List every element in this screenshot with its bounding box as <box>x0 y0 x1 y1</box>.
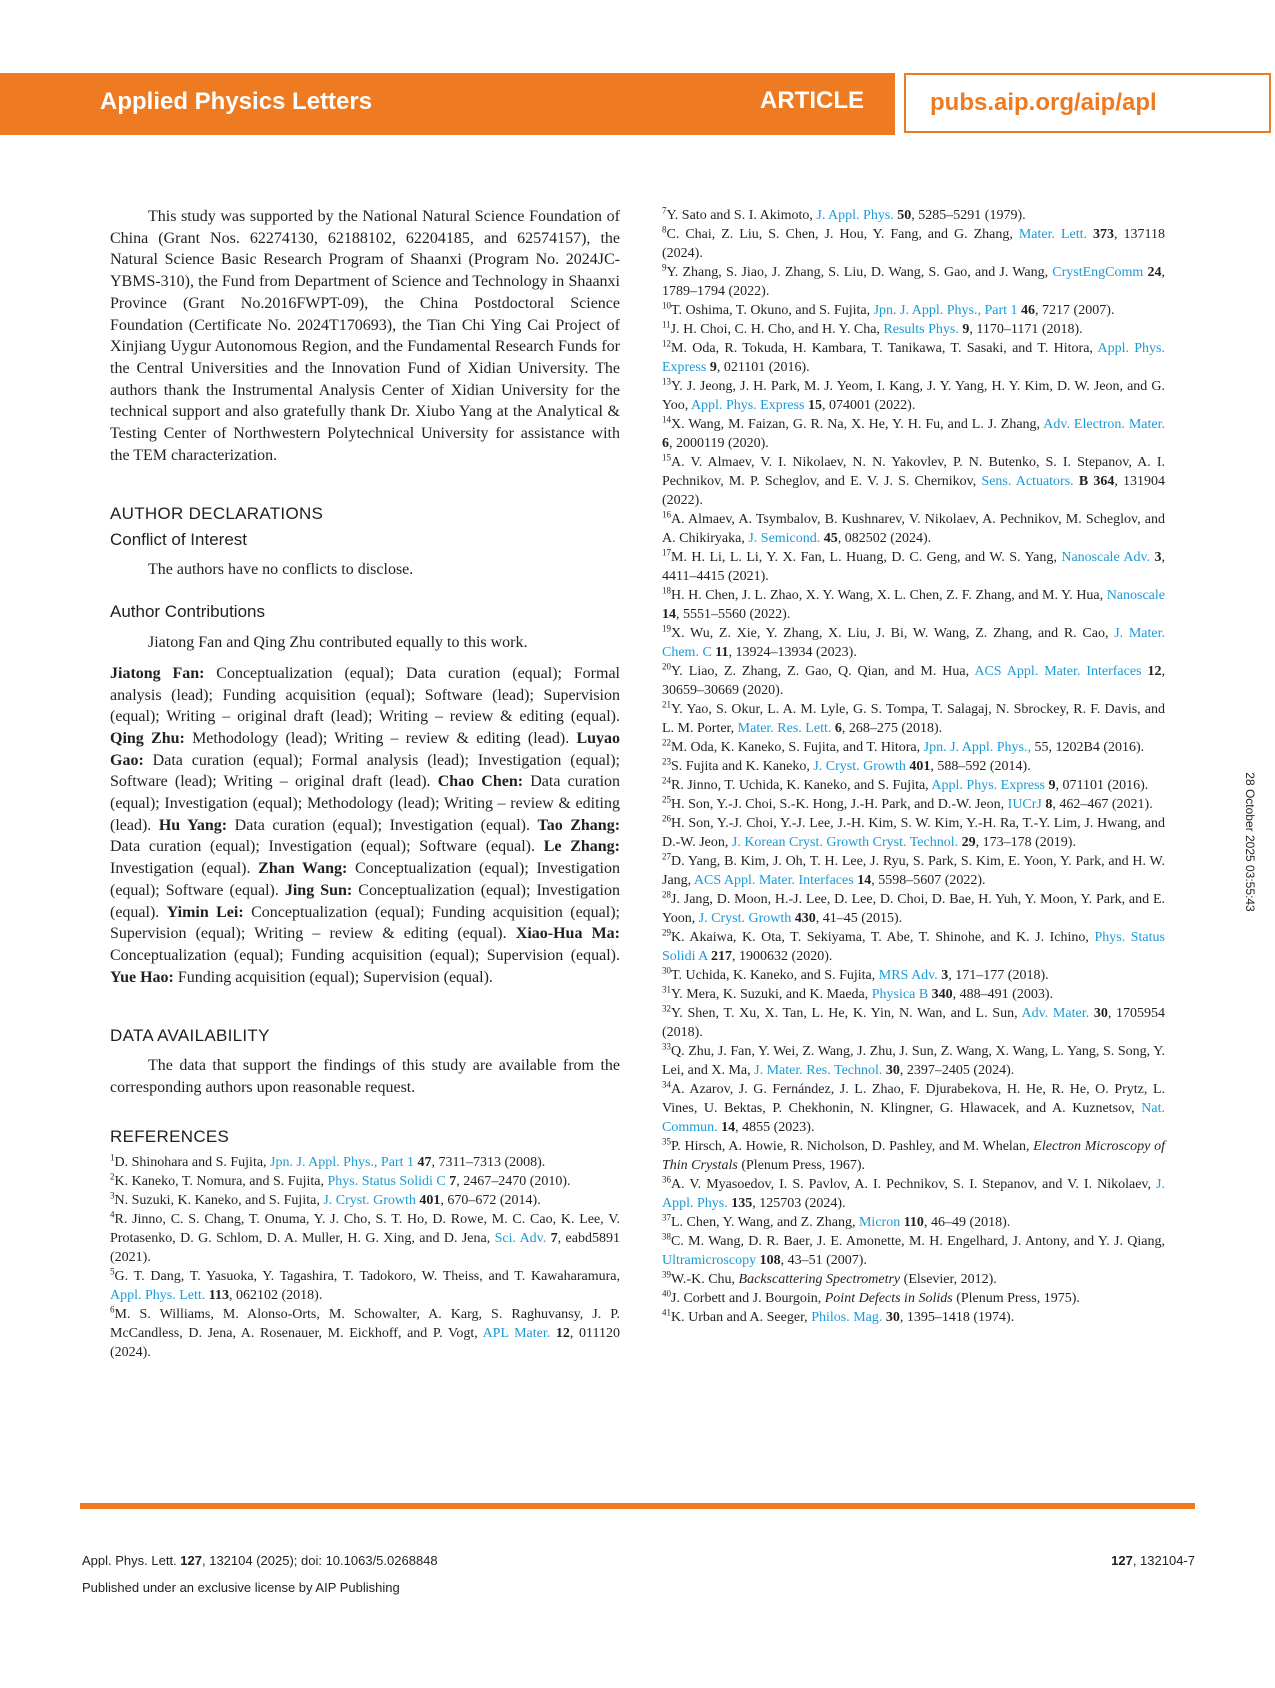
reference-number: 38 <box>662 1231 671 1242</box>
reference-volume: 3 <box>1154 550 1162 565</box>
reference-pages-year: 55, 1202B4 (2016). <box>1030 740 1145 755</box>
reference-journal-link[interactable]: Nat. Commun. <box>662 1101 1165 1135</box>
reference-volume: 108 <box>759 1253 781 1268</box>
contributor-roles: Data curation (equal); Formal analysis (lead); Investigation (equal); Software (lead); Writing – original draft (lead). <box>110 751 621 791</box>
reference-volume: 47 <box>417 1154 432 1170</box>
reference-item <box>110 1210 620 1267</box>
contributor-roles: Conceptualization (equal); Investigation (equal); Software (equal). <box>110 860 621 899</box>
reference-volume: 24 <box>1147 265 1162 280</box>
reference-journal-link[interactable]: IUCrJ <box>1007 797 1042 812</box>
reference-journal-link[interactable]: Appl. Phys. Express <box>690 398 805 413</box>
reference-authors: H. H. Chen, J. L. Zhao, X. Y. Wang, X. L. Chen, Z. F. Zhang, and M. Y. Hua, <box>671 588 1107 603</box>
reference-item <box>662 510 1165 548</box>
reference-volume: 45 <box>823 531 838 546</box>
reference-authors: R. Jinno, C. S. Chang, T. Onuma, Y. J. Cho, S. T. Ho, D. Rowe, M. C. Cao, K. Lee, V. Protasenko, D. G. Schlom, D. A. Muller, H. G. Xing, and D. Jena, <box>110 1211 620 1246</box>
reference-volume: 401 <box>419 1192 441 1208</box>
reference-pages-year: , 588–592 (2014). <box>930 759 1031 774</box>
reference-item <box>662 757 1165 776</box>
reference-number: 34 <box>662 1079 671 1090</box>
contributor-roles: Investigation (equal). <box>110 860 251 878</box>
reference-number: 31 <box>662 984 671 995</box>
reference-journal-link[interactable]: Sci. Adv. <box>494 1230 547 1246</box>
contributor-name: Yimin Lei: <box>166 903 244 921</box>
reference-authors: Y. Sato and S. I. Akimoto, <box>666 208 817 223</box>
references-list-left <box>110 1153 620 1362</box>
reference-pages-year: , 1705954 (2018). <box>662 1006 1166 1040</box>
contributor-roles: Methodology (lead); Writing – review & editing (lead). <box>192 729 570 747</box>
contributor-roles: Funding acquisition (equal); Supervision (equal). <box>177 968 493 986</box>
reference-item <box>662 966 1165 985</box>
reference-journal-link[interactable]: CrystEngComm <box>1052 265 1144 280</box>
reference-pages-year: (Elsevier, 2012). <box>900 1272 997 1287</box>
reference-journal-link[interactable]: Mater. Res. Lett. <box>737 721 832 736</box>
reference-pages-year: (Plenum Press, 1967). <box>737 1158 866 1173</box>
reference-authors: M. Oda, R. Tokuda, H. Kambara, T. Tanikawa, T. Sasaki, and T. Hitora, <box>671 341 1098 356</box>
reference-item <box>110 1153 620 1172</box>
contributor-name: Zhan Wang: <box>258 860 348 878</box>
reference-pages-year: , 2467–2470 (2010). <box>456 1173 571 1189</box>
reference-journal-link[interactable]: J. Cryst. Growth <box>323 1192 416 1208</box>
reference-item <box>662 1042 1165 1080</box>
reference-pages-year: , 7311–7313 (2008). <box>431 1154 546 1170</box>
reference-authors: G. T. Dang, T. Yasuoka, Y. Tagashira, T. Tadokoro, W. Theiss, and T. Kawaharamura, <box>114 1268 620 1284</box>
reference-volume: 14 <box>721 1120 736 1135</box>
reference-number: 1 <box>110 1152 115 1163</box>
reference-journal-link[interactable]: J. Korean Cryst. Growth Cryst. Technol. <box>731 835 959 850</box>
contributor-name: Qing Zhu: <box>110 729 185 747</box>
reference-authors: T. Uchida, K. Kaneko, and S. Fujita, <box>671 968 879 983</box>
acknowledgment-paragraph: This study was supported by the National Natural Science Foundation of China (Grant Nos. 62274130, 62188102, 62204185, and 62574157), the Natural Science Basic Research Program of Shaanxi (Program No. 2024JC-YBMS-310), the Fund from Department of Science and Technology in Shaanxi Province (Grant No.2016FWPT-09), the China Postdoctoral Science Foundation (Certificate No. 2024T170693), the Tian Chi Ying Cai Project of Xinjiang Uygur Autonomous Region, and the Fundamental Research Funds for the Central Universities and the Innovation Fund of Xidian University. The authors thank the Instrumental Analysis Center of Xidian University for the technical support and also gratefully thank Dr. Xiubo Yang at the Analytical & Testing Center of Northwestern Polytechnical University for assistance with the TEM characterization. <box>110 208 620 464</box>
reference-item <box>662 776 1165 795</box>
reference-volume: 30 <box>1093 1006 1108 1021</box>
reference-journal-link[interactable]: Micron <box>858 1215 901 1230</box>
contributor-roles: Conceptualization (equal); Funding acquisition (equal); Supervision (equal). <box>110 946 620 964</box>
reference-item <box>662 1175 1165 1213</box>
reference-pages-year: , 1900632 (2020). <box>732 949 833 964</box>
reference-number: 4 <box>110 1209 115 1220</box>
reference-volume: 15 <box>808 398 822 413</box>
reference-authors: H. Son, Y.-J. Choi, S.-K. Hong, J.-H. Park, and D.-W. Jeon, <box>671 797 1008 812</box>
contributor-name: Luyao Gao: <box>110 729 621 769</box>
reference-number: 29 <box>662 927 671 938</box>
reference-authors: Y. J. Jeong, J. H. Park, M. J. Yeom, I. Kang, J. Y. Yang, H. Y. Kim, D. W. Jeon, and G. Yoo, <box>662 379 1165 413</box>
reference-pages-year: , 670–672 (2014). <box>440 1192 541 1208</box>
reference-volume: 7 <box>550 1230 558 1246</box>
reference-volume: 14 <box>857 873 872 888</box>
reference-authors: P. Hirsch, A. Howie, R. Nicholson, D. Pashley, and M. Whelan, <box>671 1139 1034 1154</box>
journal-url-box[interactable] <box>904 73 1271 133</box>
reference-volume: 12 <box>555 1325 570 1341</box>
reference-journal-link[interactable]: Results Phys. <box>883 322 959 337</box>
reference-journal-link[interactable]: MRS Adv. <box>878 968 938 983</box>
reference-volume: 6 <box>834 721 842 736</box>
reference-authors: K. Akaiwa, K. Ota, T. Sekiyama, T. Abe, T. Shinohe, and K. J. Ichino, <box>671 930 1095 945</box>
reference-journal-link[interactable]: J. Mater. Chem. C <box>662 626 1165 660</box>
reference-number: 12 <box>662 338 671 349</box>
reference-volume: 29 <box>961 835 976 850</box>
reference-volume: 30 <box>885 1063 900 1078</box>
reference-volume: B 364 <box>1078 474 1115 489</box>
reference-item <box>662 814 1165 852</box>
reference-item <box>662 852 1165 890</box>
reference-number: 16 <box>662 509 671 520</box>
reference-pages-year: , 2397–2405 (2024). <box>899 1063 1015 1078</box>
reference-authors: X. Wang, M. Faizan, G. R. Na, X. He, Y. H. Fu, and L. J. Zhang, <box>671 417 1044 432</box>
reference-journal-link[interactable]: Nanoscale Adv. <box>1061 550 1151 565</box>
reference-journal-link[interactable]: Nanoscale <box>1106 588 1165 603</box>
footer-citation <box>82 1553 438 1568</box>
download-date-stamp: 28 October 2025 03:55:43 <box>1243 772 1257 912</box>
contributor-name: Jiatong Fan: <box>110 664 205 682</box>
contributor-name: Le Zhang: <box>543 838 620 856</box>
citation-journal: Appl. Phys. Lett. <box>82 1553 181 1568</box>
reference-item <box>662 1080 1165 1137</box>
reference-journal-link[interactable]: Jpn. J. Appl. Phys., <box>923 740 1031 755</box>
reference-volume: 340 <box>931 987 953 1002</box>
reference-item <box>662 1232 1165 1270</box>
reference-number: 17 <box>662 547 671 558</box>
reference-journal-link[interactable]: J. Mater. Res. Technol. <box>754 1063 883 1078</box>
contributor-name: Yue Hao: <box>110 968 174 986</box>
reference-authors: Y. Liao, Z. Zhang, Z. Gao, Q. Qian, and M. Hua, <box>671 664 975 679</box>
reference-pages-year: , 062102 (2018). <box>229 1287 323 1303</box>
contributor-roles: Conceptualization (equal); Investigation (equal). <box>110 881 620 921</box>
reference-pages-year: , 13924–13934 (2023). <box>728 645 857 660</box>
reference-pages-year: , 268–275 (2018). <box>841 721 943 736</box>
reference-pages-year: (Plenum Press, 1975). <box>952 1291 1080 1306</box>
reference-authors: X. Wu, Z. Xie, Y. Zhang, X. Liu, J. Bi, W. Wang, Z. Zhang, and R. Cao, <box>671 626 1115 641</box>
reference-pages-year: , 5598–5607 (2022). <box>871 873 986 888</box>
page-volume: 127 <box>1111 1553 1133 1568</box>
reference-item <box>662 263 1165 301</box>
reference-authors: Y. Yao, S. Okur, L. A. M. Lyle, G. S. Tompa, T. Salagaj, N. Sbrockey, R. F. Davis, and L. M. Porter, <box>662 702 1165 736</box>
reference-item <box>662 985 1165 1004</box>
reference-item <box>662 1213 1165 1232</box>
reference-authors: C. Chai, Z. Liu, S. Chen, J. Hou, Y. Fang, and G. Zhang, <box>666 227 1019 242</box>
reference-pages-year: , 125703 (2024). <box>752 1196 846 1211</box>
reference-authors: C. M. Wang, D. R. Baer, J. E. Amonette, M. H. Engelhard, J. Antony, and Y. J. Qiang, <box>671 1234 1165 1249</box>
reference-volume: 110 <box>903 1215 924 1230</box>
reference-pages-year: , 071101 (2016). <box>1055 778 1149 793</box>
reference-journal-link[interactable]: ACS Appl. Mater. Interfaces <box>693 873 854 888</box>
reference-number: 41 <box>662 1307 671 1318</box>
reference-number: 10 <box>662 300 671 311</box>
reference-volume: 50 <box>897 208 912 223</box>
reference-pages-year: , 7217 (2007). <box>1035 303 1115 318</box>
reference-book-title: Backscattering Spectrometry <box>738 1272 901 1287</box>
reference-number: 20 <box>662 661 671 672</box>
reference-number: 23 <box>662 756 671 767</box>
reference-number: 6 <box>110 1304 115 1315</box>
reference-authors: D. Shinohara and S. Fujita, <box>114 1154 271 1170</box>
reference-number: 19 <box>662 623 671 634</box>
reference-volume: 430 <box>794 911 816 926</box>
contributor-name: Xiao-Hua Ma: <box>515 925 621 943</box>
reference-authors: J. H. Choi, C. H. Cho, and H. Y. Cha, <box>670 322 884 337</box>
page-article-number: , 132104-7 <box>1132 1553 1195 1568</box>
left-column <box>110 206 620 1362</box>
reference-journal-link[interactable]: Adv. Mater. <box>1021 1006 1090 1021</box>
reference-volume: 9 <box>1048 778 1056 793</box>
reference-pages-year: , 082502 (2024). <box>837 531 932 546</box>
reference-journal-link[interactable]: Mater. Lett. <box>1018 227 1088 242</box>
contributor-name: Jing Sun: <box>284 881 353 899</box>
reference-volume: 14 <box>662 607 676 622</box>
reference-journal-link[interactable]: Appl. Phys. Express <box>662 341 1166 375</box>
reference-journal-link[interactable]: J. Cryst. Growth <box>813 759 906 774</box>
references-heading: REFERENCES <box>110 1126 230 1146</box>
reference-pages-year: , 5285–5291 (1979). <box>911 208 1026 223</box>
reference-pages-year: , 1395–1418 (1974). <box>899 1310 1015 1325</box>
journal-title: Applied Physics Letters <box>100 88 373 115</box>
reference-item <box>662 415 1165 453</box>
reference-number: 7 <box>662 205 667 216</box>
reference-authors: N. Suzuki, K. Kaneko, and S. Fujita, <box>114 1192 324 1208</box>
reference-authors: W.-K. Chu, <box>671 1272 739 1287</box>
reference-journal-link[interactable]: APL Mater. <box>482 1325 551 1341</box>
reference-number: 32 <box>662 1003 671 1014</box>
reference-number: 15 <box>662 452 671 463</box>
reference-number: 36 <box>662 1174 671 1185</box>
reference-item <box>662 1004 1165 1042</box>
contributor-roles: Conceptualization (equal); Funding acquisition (equal); Supervision (equal); Writing – review & editing (equal). <box>110 903 621 943</box>
reference-pages-year: , 021101 (2016). <box>716 360 810 375</box>
reference-authors: T. Oshima, T. Okuno, and S. Fujita, <box>671 303 874 318</box>
reference-item <box>662 1137 1165 1175</box>
reference-item <box>662 339 1165 377</box>
reference-number: 30 <box>662 965 671 976</box>
reference-volume: 46 <box>1021 303 1036 318</box>
citation-volume: 127 <box>180 1553 202 1568</box>
contributions-intro: Jiatong Fan and Qing Zhu contributed equally to this work. <box>148 634 528 652</box>
reference-item <box>662 795 1165 814</box>
contributor-name: Tao Zhang: <box>537 816 621 834</box>
reference-pages-year: , 43–51 (2007). <box>780 1253 867 1268</box>
author-declarations-heading: AUTHOR DECLARATIONS <box>110 504 324 524</box>
reference-item <box>662 225 1165 263</box>
reference-pages-year: , 462–467 (2021). <box>1052 797 1153 812</box>
reference-authors: J. Jang, D. Moon, H.-J. Lee, D. Lee, D. Choi, D. Bae, H. Yuh, Y. Moon, Y. Park, and E. Yoon, <box>662 892 1165 926</box>
contributor-name: Hu Yang: <box>158 816 228 834</box>
reference-journal-link[interactable]: J. Cryst. Growth <box>698 911 792 926</box>
reference-authors: Q. Zhu, J. Fan, Y. Wei, Z. Wang, J. Zhu, J. Sun, Z. Wang, X. Wang, L. Yang, S. Song, Y. Lei, and X. Ma, <box>662 1044 1165 1078</box>
reference-authors: Y. Shen, T. Xu, X. Tan, L. He, K. Yin, N. Wan, and L. Sun, <box>671 1006 1022 1021</box>
reference-pages-year: , 171–177 (2018). <box>948 968 1049 983</box>
reference-journal-link[interactable]: J. Appl. Phys. <box>816 208 894 223</box>
reference-pages-year: , 4855 (2023). <box>735 1120 815 1135</box>
reference-item <box>110 1172 620 1191</box>
right-column <box>662 206 1165 1327</box>
reference-volume: 11 <box>715 645 729 660</box>
reference-volume: 8 <box>1045 797 1053 812</box>
reference-number: 11 <box>662 319 671 330</box>
reference-number: 40 <box>662 1288 671 1299</box>
reference-volume: 6 <box>662 436 669 451</box>
reference-item <box>110 1267 620 1305</box>
reference-number: 21 <box>662 699 671 710</box>
reference-authors: A. V. Myasoedov, I. S. Pavlov, A. I. Pechnikov, S. I. Stepanov, and V. I. Nikolaev, <box>671 1177 1157 1192</box>
reference-number: 3 <box>110 1190 115 1201</box>
reference-pages-year: , 41–45 (2015). <box>815 911 903 926</box>
reference-item <box>662 738 1165 757</box>
reference-pages-year: , 46–49 (2018). <box>923 1215 1011 1230</box>
reference-volume: 401 <box>909 759 931 774</box>
reference-pages-year: , 1170–1171 (2018). <box>969 322 1083 337</box>
reference-item <box>662 1289 1165 1308</box>
contributor-roles: Conceptualization (equal); Data curation (equal); Formal analysis (lead); Funding acquisition (equal); Software (lead); Supervision (equal); Writing – original draft (lead); Writing – review & editing (equal). <box>110 664 620 726</box>
reference-authors: R. Jinno, T. Uchida, K. Kaneko, and S. Fujita, <box>671 778 932 793</box>
reference-authors: Y. Zhang, S. Jiao, J. Zhang, S. Liu, D. Wang, S. Gao, and J. Wang, <box>666 265 1053 280</box>
reference-volume: 113 <box>208 1287 230 1303</box>
reference-pages-year: , 5551–5560 (2022). <box>676 607 791 622</box>
reference-authors: L. Chen, Y. Wang, and Z. Zhang, <box>671 1215 859 1230</box>
reference-journal-link[interactable]: Phys. Status Solidi A <box>662 930 1165 964</box>
reference-authors: Y. Mera, K. Suzuki, and K. Maeda, <box>671 987 872 1002</box>
article-type-label: ARTICLE <box>760 87 864 114</box>
reference-book-title: Electron Microscopy of Thin Crystals <box>662 1139 1165 1173</box>
reference-authors: A. Azarov, J. G. Fernández, J. L. Zhao, F. Djurabekova, H. He, R. He, O. Prytz, L. Vines, U. Bektas, P. Chekhonin, N. Klingner, G. Hlawacek, and A. Kuznetsov, <box>662 1082 1165 1116</box>
reference-pages-year: , 30659–30669 (2020). <box>662 664 1165 698</box>
journal-url-link[interactable]: pubs.aip.org/aip/apl <box>930 89 1157 116</box>
data-availability-text: The data that support the findings of this study are available from the corresponding authors upon reasonable request. <box>110 1057 620 1097</box>
footer-page-number <box>1111 1553 1195 1568</box>
reference-number: 35 <box>662 1136 671 1147</box>
reference-authors: A. Almaev, A. Tsymbalov, B. Kushnarev, V. Nikolaev, A. Pechnikov, M. Scheglov, and A. Chikiryaka, <box>662 512 1165 546</box>
reference-item <box>662 928 1165 966</box>
reference-journal-link[interactable]: Ultramicroscopy <box>662 1253 757 1268</box>
data-availability-heading: DATA AVAILABILITY <box>110 1026 270 1046</box>
reference-volume: 7 <box>449 1173 457 1189</box>
conflict-statement: The authors have no conflicts to disclose. <box>148 561 414 579</box>
reference-number: 2 <box>110 1171 115 1182</box>
reference-authors: K. Urban and A. Seeger, <box>671 1310 812 1325</box>
reference-pages-year: , 131904 (2022). <box>662 474 1166 508</box>
reference-pages-year: , eabd5891 (2021). <box>110 1230 620 1265</box>
contributor-roles: Data curation (equal); Investigation (equal); Software (equal). <box>110 838 535 856</box>
reference-journal-link[interactable]: J. Appl. Phys. <box>662 1177 1165 1211</box>
reference-number: 13 <box>662 376 671 387</box>
reference-authors: M. Oda, K. Kaneko, S. Fujita, and T. Hitora, <box>671 740 924 755</box>
reference-journal-link[interactable]: Phys. Status Solidi C <box>327 1173 446 1189</box>
reference-authors: S. Fujita and K. Kaneko, <box>671 759 814 774</box>
reference-item <box>662 453 1165 510</box>
reference-item <box>662 206 1165 225</box>
reference-volume: 217 <box>711 949 733 964</box>
reference-volume: 30 <box>885 1310 900 1325</box>
reference-number: 5 <box>110 1266 115 1277</box>
author-contributions-heading: Author Contributions <box>110 602 265 622</box>
reference-pages-year: , 011120 (2024). <box>110 1325 620 1360</box>
citation-details: , 132104 (2025); doi: 10.1063/5.0268848 <box>201 1553 438 1568</box>
reference-item <box>662 1308 1165 1327</box>
reference-journal-link[interactable]: Sens. Actuators. <box>981 474 1074 489</box>
reference-item <box>110 1191 620 1210</box>
reference-pages-year: , 1789–1794 (2022). <box>662 265 1166 299</box>
reference-pages-year: , 2000119 (2020). <box>669 436 769 451</box>
reference-pages-year: , 074001 (2022). <box>822 398 916 413</box>
reference-volume: 373 <box>1093 227 1115 242</box>
reference-journal-link[interactable]: Appl. Phys. Lett. <box>110 1287 206 1303</box>
reference-item <box>662 624 1165 662</box>
reference-number: 24 <box>662 775 671 786</box>
reference-item <box>662 890 1165 928</box>
reference-journal-link[interactable]: Appl. Phys. Express <box>931 778 1045 793</box>
reference-authors: M. S. Williams, M. Alonso-Orts, M. Schowalter, A. Karg, S. Raghuvansy, J. P. McCandless, D. Jena, A. Rosenauer, M. Eickhoff, and P. Vogt, <box>110 1306 620 1341</box>
reference-authors: D. Yang, B. Kim, J. Oh, T. H. Lee, J. Ryu, S. Park, S. Kim, E. Yoon, Y. Park, and H. W. Jang, <box>662 854 1165 888</box>
reference-number: 8 <box>662 224 667 235</box>
reference-number: 37 <box>662 1212 671 1223</box>
reference-item <box>662 377 1165 415</box>
reference-number: 22 <box>662 737 671 748</box>
reference-item <box>662 548 1165 586</box>
contributor-roles: Data curation (equal); Investigation (equal); Methodology (lead); Writing – review & editing (lead). <box>110 773 621 834</box>
reference-journal-link[interactable]: ACS Appl. Mater. Interfaces <box>974 664 1142 679</box>
footer-license: Published under an exclusive license by AIP Publishing <box>82 1580 400 1595</box>
reference-item <box>662 1270 1165 1289</box>
reference-number: 14 <box>662 414 671 425</box>
reference-number: 27 <box>662 851 671 862</box>
reference-journal-link[interactable]: Jpn. J. Appl. Phys., Part 1 <box>270 1154 414 1170</box>
reference-journal-link[interactable]: Philos. Mag. <box>811 1310 883 1325</box>
reference-pages-year: , 137118 (2024). <box>662 227 1166 261</box>
reference-number: 39 <box>662 1269 671 1280</box>
references-list-right <box>662 206 1165 1327</box>
reference-journal-link[interactable]: Physica B <box>871 987 929 1002</box>
contributor-name: Chao Chen: <box>437 773 524 791</box>
contributions-paragraph <box>110 663 620 989</box>
reference-volume: 9 <box>709 360 717 375</box>
reference-item <box>662 586 1165 624</box>
reference-volume: 3 <box>941 968 949 983</box>
reference-book-title: Point Defects in Solids <box>824 1291 953 1306</box>
reference-pages-year: , 4411–4415 (2021). <box>662 550 1166 584</box>
reference-journal-link[interactable]: J. Semicond. <box>748 531 821 546</box>
reference-authors: K. Kaneko, T. Nomura, and S. Fujita, <box>114 1173 328 1189</box>
reference-item <box>662 662 1165 700</box>
reference-item <box>662 301 1165 320</box>
reference-journal-link[interactable]: Adv. Electron. Mater. <box>1043 417 1165 432</box>
reference-volume: 9 <box>962 322 970 337</box>
reference-item <box>110 1305 620 1362</box>
conflict-of-interest-heading: Conflict of Interest <box>110 530 248 550</box>
reference-number: 28 <box>662 889 671 900</box>
reference-authors: M. H. Li, L. Li, Y. X. Fan, L. Huang, D. C. Geng, and W. S. Yang, <box>671 550 1062 565</box>
reference-authors: H. Son, Y.-J. Choi, Y.-J. Lee, J.-H. Kim, S. W. Kim, Y.-H. Ra, T.-Y. Lim, J. Hwang, and D.-W. Jeon, <box>662 816 1165 850</box>
reference-number: 25 <box>662 794 671 805</box>
reference-volume: 12 <box>1147 664 1162 679</box>
reference-pages-year: , 488–491 (2003). <box>952 987 1053 1002</box>
reference-number: 26 <box>662 813 671 824</box>
reference-number: 18 <box>662 585 671 596</box>
reference-item <box>662 320 1165 339</box>
contributor-roles: Data curation (equal); Investigation (equal). <box>234 816 530 834</box>
reference-number: 9 <box>662 262 667 273</box>
footer-rule <box>80 1503 1195 1509</box>
reference-authors: J. Corbett and J. Bourgoin, <box>671 1291 825 1306</box>
reference-journal-link[interactable]: Jpn. J. Appl. Phys., Part 1 <box>873 303 1018 318</box>
reference-authors: A. V. Almaev, V. I. Nikolaev, N. N. Yakovlev, P. N. Butenko, S. I. Stepanov, A. I. Pechnikov, M. P. Scheglov, and E. V. J. S. Chernikov, <box>662 455 1165 489</box>
reference-volume: 135 <box>731 1196 753 1211</box>
reference-number: 33 <box>662 1041 671 1052</box>
reference-pages-year: , 173–178 (2019). <box>975 835 1076 850</box>
reference-item <box>662 700 1165 738</box>
